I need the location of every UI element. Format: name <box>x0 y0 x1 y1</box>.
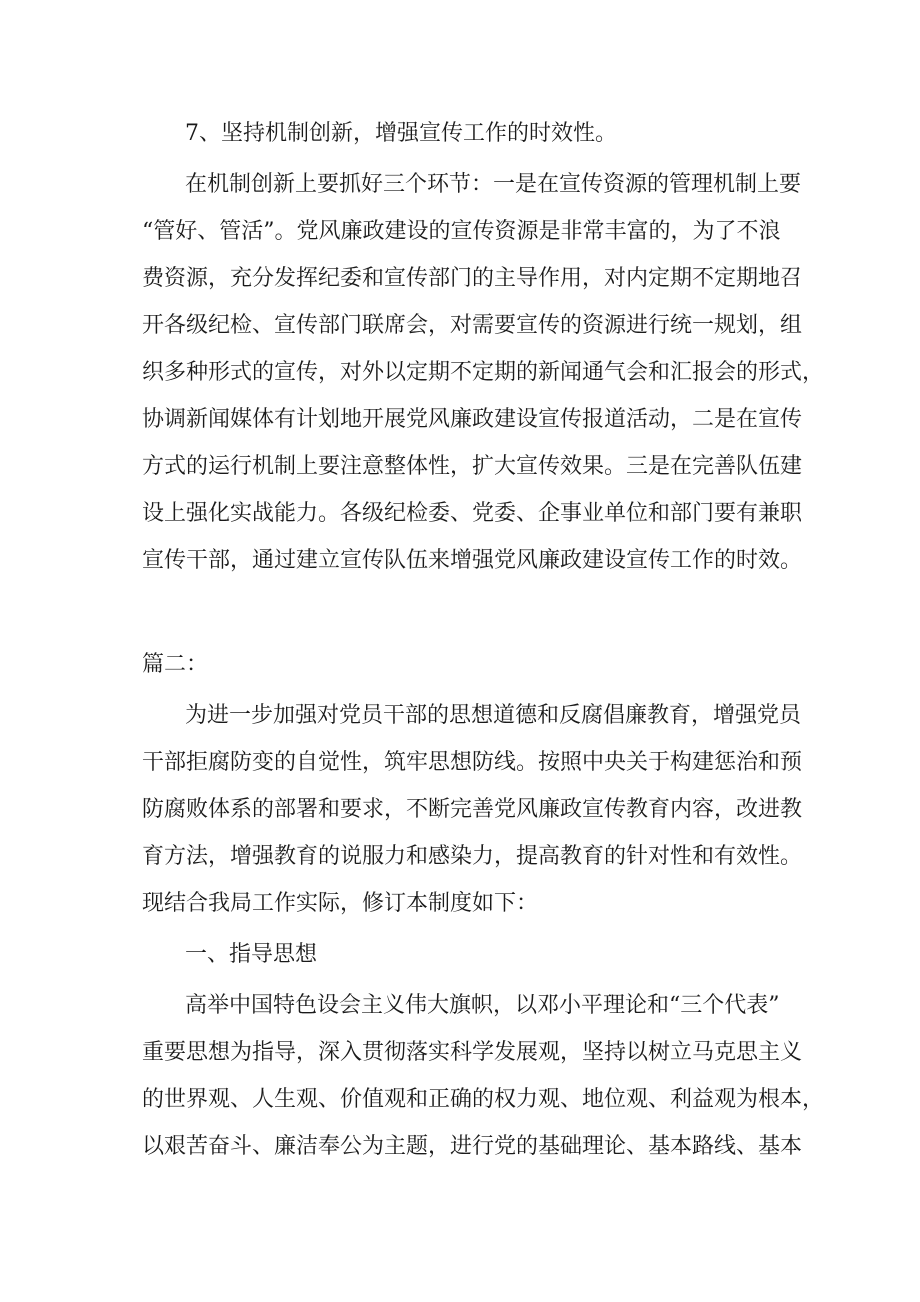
paragraph-line: 设上强化实战能力。各级纪检委、党委、企事业单位和部门要有兼职 <box>142 501 803 526</box>
section-heading: 7、坚持机制创新，增强宣传工作的时效性。 <box>185 121 617 146</box>
section-title: 篇二： <box>142 652 209 677</box>
paragraph-line: 干部拒腐防变的自觉性，筑牢思想防线。按照中央关于构建惩治和预 <box>142 750 803 775</box>
paragraph-line: 重要思想为指导，深入贯彻落实科学发展观，坚持以树立马克思主义 <box>142 1040 803 1065</box>
paragraph-line: 方式的运行机制上要注意整体性，扩大宣传效果。三是在完善队伍建 <box>142 454 803 479</box>
paragraph-line: 织多种形式的宣传，对外以定期不定期的新闻通气会和汇报会的形式， <box>142 360 825 385</box>
paragraph-line: 高举中国特色设会主义伟大旗帜，以邓小平理论和“三个代表” <box>185 993 780 1018</box>
paragraph-line: 开各级纪检、宣传部门联席会，对需要宣传的资源进行统一规划，组 <box>142 313 803 338</box>
paragraph-line: 育方法，增强教育的说服力和感染力，提高教育的针对性和有效性。 <box>142 844 803 869</box>
paragraph-line: 以艰苦奋斗、廉洁奉公为主题，进行党的基础理论、基本路线、基本 <box>142 1134 803 1159</box>
paragraph-line: 防腐败体系的部署和要求，不断完善党风廉政宣传教育内容，改进教 <box>142 797 803 822</box>
paragraph-line: 在机制创新上要抓好三个环节：一是在宣传资源的管理机制上要 <box>185 172 802 197</box>
paragraph-line: “管好、管活”。党风廉政建设的宣传资源是非常丰富的，为了不浪 <box>142 219 781 244</box>
subheading: 一、指导思想 <box>185 942 318 967</box>
paragraph-line: 为进一步加强对党员干部的思想道德和反腐倡廉教育，增强党员 <box>185 703 802 728</box>
paragraph-line: 现结合我局工作实际，修订本制度如下： <box>142 891 539 916</box>
paragraph-line: 协调新闻媒体有计划地开展党风廉政建设宣传报道活动，二是在宣传 <box>142 407 803 432</box>
paragraph-line: 费资源，充分发挥纪委和宣传部门的主导作用，对内定期不定期地召 <box>142 266 803 291</box>
paragraph-line: 宣传干部，通过建立宣传队伍来增强党风廉政建设宣传工作的时效。 <box>142 548 803 573</box>
paragraph-line: 的世界观、人生观、价值观和正确的权力观、地位观、利益观为根本， <box>142 1087 825 1112</box>
